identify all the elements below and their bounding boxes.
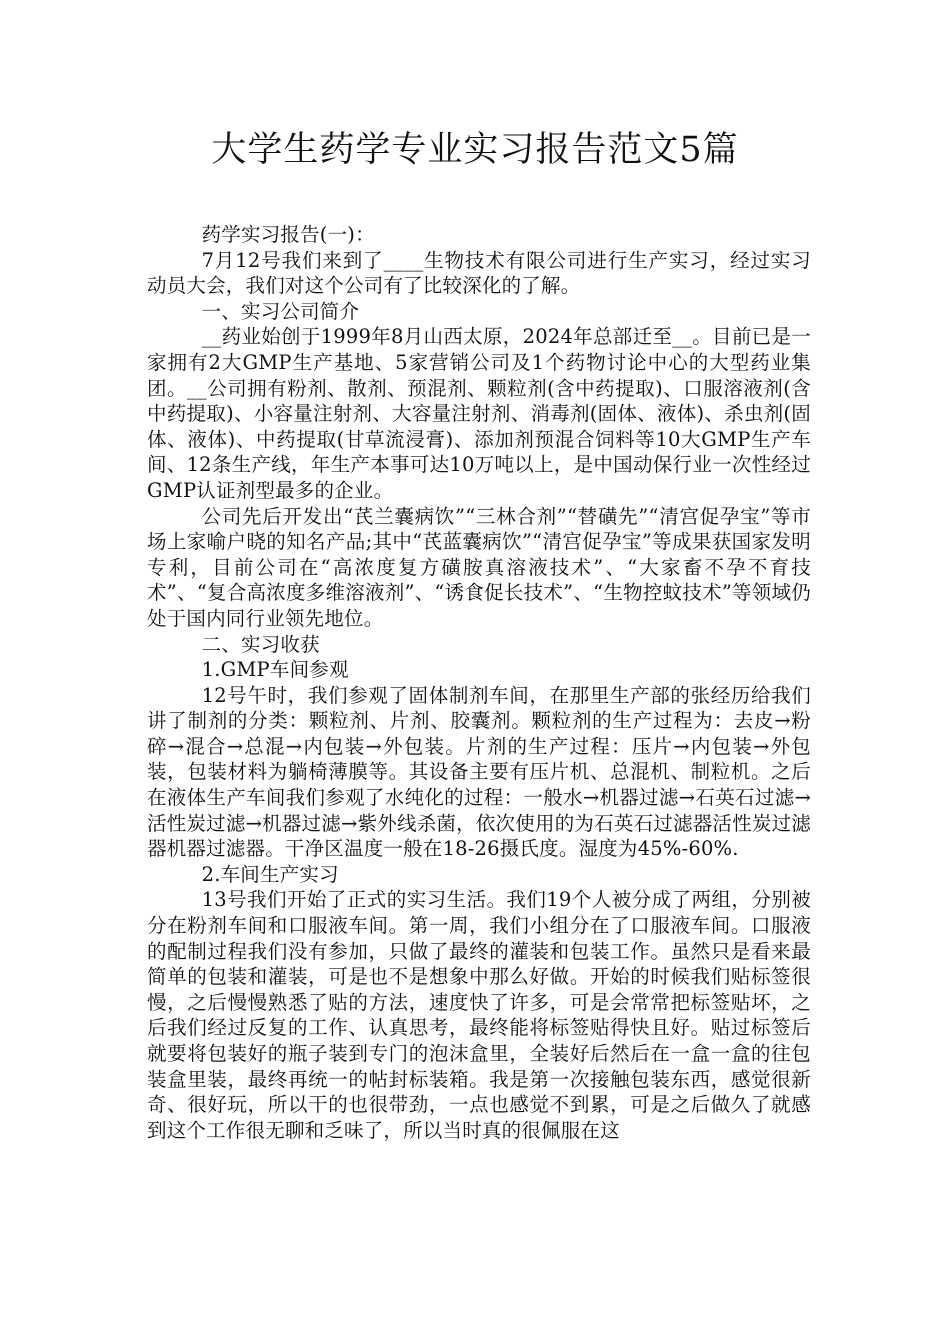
gmp-paragraph: 12号午时，我们参观了固体制剂车间，在那里生产部的张经历给我们讲了制剂的分类：颗粒剂、片剂、胶囊剂。颗粒剂的生产过程为：去皮→粉碎→混合→总混→内包装→外包装。片剂的生产过程：压片→内包装→外包装，包装材料为躺椅薄膜等。其设备主要有压片机、总混机、制粒机。之后在液体生产车间我们参观了水纯化的过程：一般水→机器过滤→石英石过滤→活性炭过滤→机器过滤→紫外线杀菌，依次使用的为石英石过滤器活性炭过滤器机器过滤器。干净区温度一般在18-26摄氏度。湿度为45%-60%. [147, 683, 811, 861]
intro-paragraph: 7月12号我们来到了____生物技术有限公司进行生产实习，经过实习动员大会，我们对这个公司有了比较深化的了解。 [147, 248, 811, 298]
document-body [147, 222, 811, 1143]
document-title: 大学生药学专业实习报告范文5篇 [211, 130, 739, 170]
report-heading: 药学实习报告(一)： [201, 223, 375, 246]
products-paragraph: 公司先后开发出“芪兰囊病饮”“三林合剂”“替磺先”“清宫促孕宝”等市场上家喻户晓的知名产品;其中“芪蓝囊病饮”“清宫促孕宝”等成果获国家发明专利，目前公司在“高浓度复方磺胺真溶液技术”、“大家畜不孕不育技术”、“复合高浓度多维溶液剂”、“诱食促长技术”、“生物控蚊技术”等领域仍处于国内同行业领先地位。 [147, 504, 811, 630]
subsection-heading-production: 2.车间生产实习 [201, 862, 339, 886]
subsection-heading-gmp: 1.GMP车间参观 [201, 658, 349, 682]
section-heading-gains: 二、实习收获 [201, 632, 320, 656]
company-paragraph: __药业始创于1999年8月山西太原，2024年总部迁至__。目前已是一家拥有2大GMP生产基地、5家营销公司及1个药物讨论中心的大型药业集团。__公司拥有粉剂、散剂、预混剂、颗粒剂(含中药提取)、口服溶液剂(含中药提取)、小容量注射剂、大容量注射剂、消毒剂(固体、液体)、杀虫剂(固体、液体)、中药提取(甘草流浸膏)、添加剂预混合饲料等10大GMP生产车间、12条生产线，年生产本事可达10万吨以上，是中国动保行业一次性经过GMP认证剂型最多的企业。 [147, 325, 811, 502]
section-heading-company: 一、实习公司简介 [201, 299, 360, 323]
production-paragraph: 13号我们开始了正式的实习生活。我们19个人被分成了两组，分别被分在粉剂车间和口服液车间。第一周，我们小组分在了口服液车间。口服液的配制过程我们没有参加，只做了最终的灌装和包装工作。虽然只是看来最简单的包装和灌装，可是也不是想象中那么好做。开始的时候我们贴标签很慢，之后慢慢熟悉了贴的方法，速度快了许多，可是会常常把标签贴坏，之后我们经过反复的工作、认真思考，最终能将标签贴得快且好。贴过标签后就要将包装好的瓶子装到专门的泡沫盒里，全装好后然后在一盒一盒的往包装盒里装，最终再统一的帖封标装箱。我是第一次接触包装东西，感觉很新奇、很好玩，所以干的也很带劲，一点也感觉不到累，可是之后做久了就感到这个工作很无聊和乏味了，所以当时真的很佩服在这 [147, 888, 811, 1142]
